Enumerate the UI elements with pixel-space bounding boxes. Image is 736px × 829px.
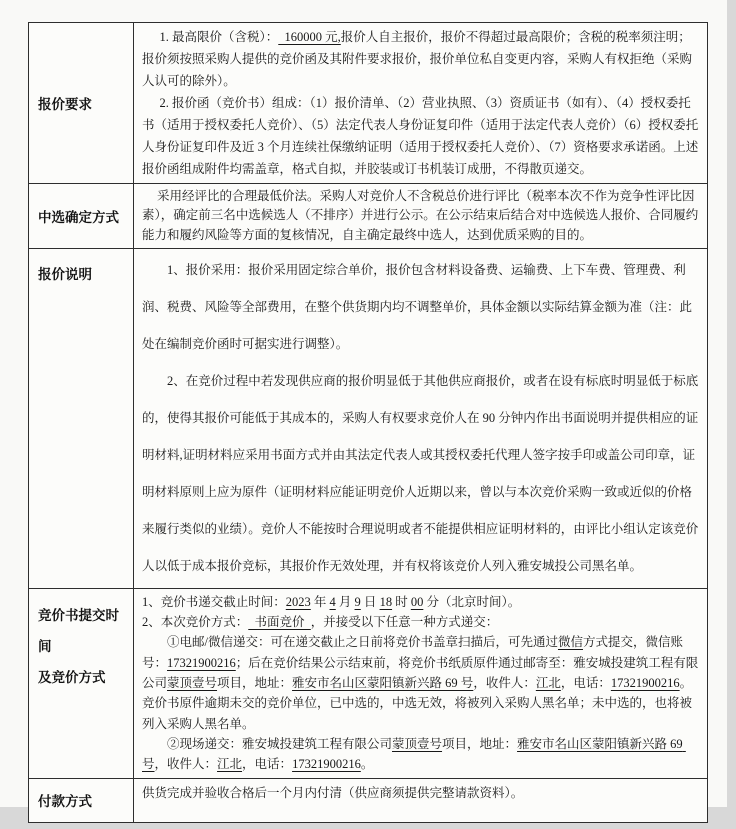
text-segment: 方式提交，微信账号： xyxy=(142,635,684,670)
underlined-text: 雅安市名山区蒙阳镇新兴路 69 号 xyxy=(142,736,686,772)
text-segment: 1、报价采用：报价采用固定综合单价，报价包含材料设备费、运输费、上下车费、管理费、利润、税费、风险等全部费用，在整个供货期内均不调整单价，具体金额以实际结算金额为准（注：此处在编制竞价函时可据实进行调整）。 xyxy=(142,262,693,351)
table-row-selection-method xyxy=(29,184,708,249)
row-label-cell xyxy=(29,248,134,588)
row-label-text: 及竞价方式 xyxy=(38,669,106,685)
row-label-text: 竞价书提交时间 xyxy=(38,607,119,654)
table-row-quote-notes xyxy=(29,248,708,588)
underlined-text: 书面竞价 xyxy=(248,615,311,630)
underlined-text: 17321900216 xyxy=(167,655,236,670)
text-segment: ②现场递交：雅安城投建筑工程有限公司 xyxy=(167,736,393,751)
text-segment: ，收件人： xyxy=(154,757,218,772)
text-segment: ，电话： xyxy=(560,676,611,691)
row-content-cell xyxy=(134,23,708,184)
text-segment: ，电话： xyxy=(242,757,293,772)
text-segment: 月 xyxy=(335,594,355,609)
paragraph xyxy=(142,252,699,363)
row-label-text: 报价说明 xyxy=(38,266,92,282)
table-row-submission-time-and-method xyxy=(29,588,708,778)
row-label-cell xyxy=(29,778,134,822)
underlined-text: 江北 xyxy=(217,757,243,772)
row-content-cell xyxy=(134,588,708,778)
row-content-cell xyxy=(134,184,708,249)
text-segment: 分（北京时间）。 xyxy=(423,594,521,609)
row-label-cell xyxy=(29,184,134,249)
underlined-text: 9 xyxy=(354,594,361,609)
paragraph xyxy=(142,92,699,180)
underlined-text: 00 xyxy=(410,594,424,609)
underlined-text: 18 xyxy=(379,594,393,609)
underlined-text: 雅安市名山区蒙阳镇新兴路 69 号 xyxy=(292,676,474,691)
paragraph xyxy=(142,363,699,585)
paragraph xyxy=(142,783,699,804)
underlined-text: 微信 xyxy=(557,635,583,650)
text-segment: 采用经评比的合理最低价法。采购人对竞价人不含税总价进行评比（税率本次不作为竞争性评比因素），确定前三名中选候选人（不排序）并进行公示。在公示结束后结合对中选候选人报价、合同履约能力和履约风险等方面的复核情况，自主确定最终中选人，达到优质采购的目的。 xyxy=(142,189,699,242)
paragraph xyxy=(142,187,699,245)
text-segment: 项目，地址： xyxy=(442,736,518,751)
text-segment: ①电邮/微信递交：可在递交截止之日前将竞价书盖章扫描后，可先通过 xyxy=(167,635,558,650)
row-label-cell xyxy=(29,588,134,778)
text-segment: 2、在竞价过程中若发现供应商的报价明显低于其他供应商报价，或者在设有标底时明显低于标底的，使得其报价可能低于其成本的，采购人有权要求竞价人在 90 分钟内作出书面说明并提供相应的证明材料,证明材料应采用书面方式并由其法定代表人或其授权委托代理人签字按手印或盖公司印章，证明材料原则上应为原件（证明材料应能证明竞价人近期以来，曾以与本次竞价采购一致或近似的价格来履行类似的业绩）。竞价人不能按时合理说明或者不能提供相应证明材料的，由评比小组认定该竞价人以低于成本报价竞标，其报价作无效处理，并有权将该竞价人列入雅安城投公司黑名单。 xyxy=(142,373,699,573)
paragraph xyxy=(142,632,699,733)
underlined-text: 江北 xyxy=(535,676,561,691)
underlined-text: 蒙顶壹号 xyxy=(392,736,443,751)
paragraph xyxy=(142,734,699,775)
text-segment: ；后在竞价结果公示结束前，将竞价书纸质原件通过邮寄至：雅安城投建筑工程有限公司 xyxy=(142,655,699,691)
text-segment: 日 xyxy=(360,594,380,609)
paragraph xyxy=(142,592,699,612)
row-content-cell xyxy=(134,248,708,588)
row-label-text: 中选确定方式 xyxy=(38,209,119,225)
text-segment: 。竞价书原件逾期未交的竞价单位，已中选的，中选无效，将被列入采购人黑名单；未中选的，也将被列入采购人黑名单。 xyxy=(142,676,693,731)
underlined-text: 17321900216 xyxy=(292,757,361,772)
text-segment: 时 xyxy=(392,594,411,609)
underlined-text: 4 xyxy=(329,594,336,609)
paragraph xyxy=(142,26,699,92)
row-label-text: 报价要求 xyxy=(38,97,92,112)
row-label-cell xyxy=(29,23,134,184)
text-segment: 供货完成并验收合格后一个月内付清（供应商须提供完整请款资料）。 xyxy=(142,785,524,800)
row-label-text: 付款方式 xyxy=(38,794,92,810)
text-segment: 1. 最高限价（含税）： xyxy=(159,30,279,44)
underlined-text: 2023 xyxy=(285,594,311,609)
underlined-text: 17321900216 xyxy=(610,676,680,691)
text-segment: ，并接受以下任意一种方式递交： xyxy=(310,615,499,630)
paragraph xyxy=(142,612,699,632)
text-segment: ，收件人： xyxy=(473,676,536,691)
text-segment: 。 xyxy=(360,757,374,772)
table-row-quote-requirements xyxy=(29,23,708,184)
row-content-cell xyxy=(134,778,708,822)
text-segment: 项目，地址： xyxy=(217,676,293,691)
text-segment: 1、竞价书递交截止时间： xyxy=(142,594,286,609)
text-segment: 2、本次竞价方式： xyxy=(142,615,249,630)
table-row-payment-method xyxy=(29,778,708,822)
text-segment: 2. 报价函（竞价书）组成：（1）报价清单、（2）营业执照、（3）资质证书（如有）、（4）授权委托书（适用于授权委托人竞价）、（5）法定代表人身份证复印件（适用于法定代表人竞价）（6）授权委托人身份证复印件及近 3 个月连续社保缴纳证明（适用于授权委托人竞价）、（7）资格要求承诺函。上述报价函组成附件均需盖章，格式自拟，并胶装或订书机装订成册，不得散页递交。 xyxy=(142,96,699,176)
procurement-terms-table xyxy=(28,22,708,823)
text-segment: 年 xyxy=(310,594,330,609)
text-segment: 报价人自主报价，报价不得超过最高限价；含税的税率须注明；报价须按照采购人提供的竞价函及其附件要求报价，报价单位私自变更内容，采购人有权拒绝（采购人认可的除外）。 xyxy=(142,30,693,88)
underlined-text: 蒙顶壹号 xyxy=(167,676,218,691)
underlined-text: 160000 元, xyxy=(278,30,341,44)
